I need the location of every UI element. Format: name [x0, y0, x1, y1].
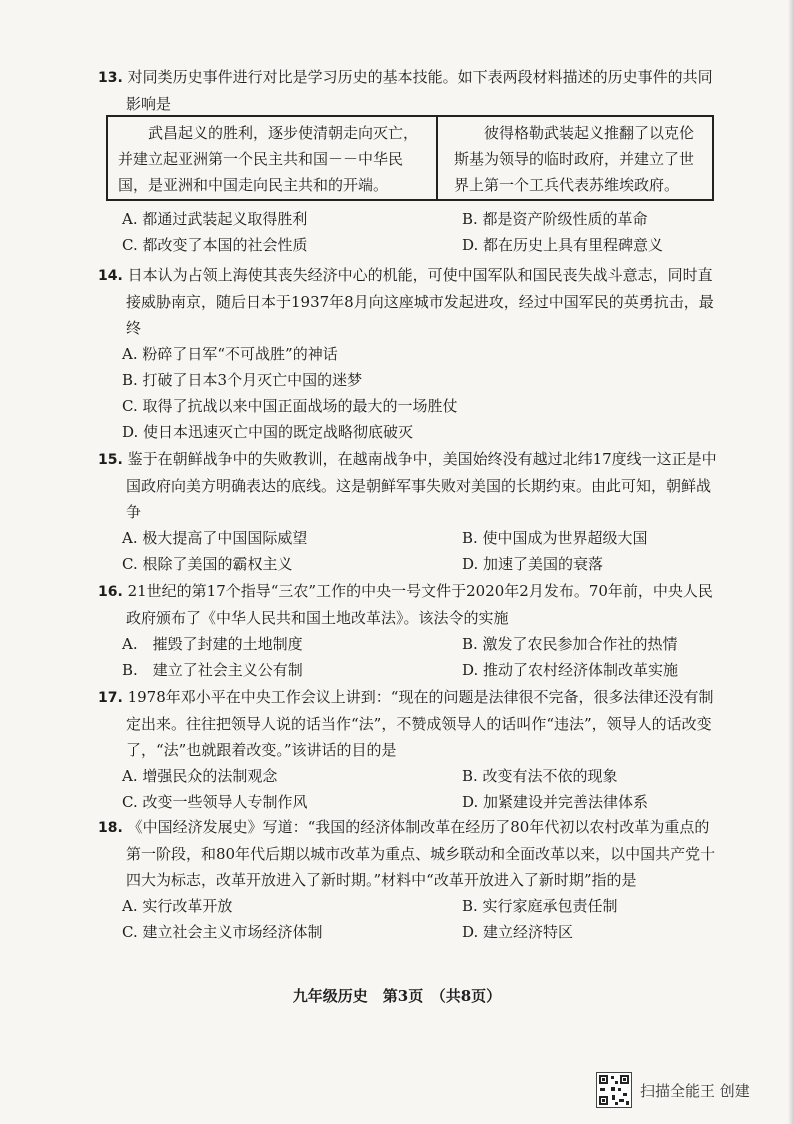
option: A. 实行改革开放 [122, 897, 233, 915]
question-17 [98, 684, 718, 815]
option: A. 摧毁了封建的土地制度 [122, 635, 303, 653]
question-13-options [98, 206, 718, 258]
question-18 [98, 814, 718, 945]
question-number: 15. [98, 452, 123, 468]
question-16 [98, 578, 718, 683]
material-table [106, 115, 714, 201]
question-number: 13. [98, 70, 123, 86]
option: A. 粉碎了日军“不可战胜”的神话 [122, 345, 338, 363]
question-14 [98, 262, 718, 445]
option: B. 实行家庭承包责任制 [462, 897, 618, 915]
material-left: 武昌起义的胜利，逐步使清朝走向灭亡，并建立起亚洲第一个民主共和国－－中华民国，是亚洲和中国走向民主共和的开端。 [108, 117, 438, 199]
question-stem: 《中国经济发展史》写道：“我国的经济体制改革在经历了80年代初以农村改革为重点的第一阶段，和80年代后期以城市改革为重点、城乡联动和全面改革以来，以中国共产党十四大为标志，改革开放进入了新时期。”材料中“改革开放进入了新时期”指的是 [126, 818, 716, 889]
option: B. 都是资产阶级性质的革命 [462, 210, 648, 228]
question-13 [98, 64, 718, 117]
option: C. 取得了抗战以来中国正面战场的最大的一场胜仗 [122, 397, 458, 415]
option: C. 根除了美国的霸权主义 [122, 555, 293, 573]
question-stem: 21世纪的第17个指导“三农”工作的中央一号文件于2020年2月发布。70年前，中央人民政府颁布了《中华人民共和国土地改革法》。该法令的实施 [126, 582, 713, 627]
option: A. 都通过武装起义取得胜利 [122, 210, 308, 228]
question-number: 18. [98, 820, 123, 836]
option: B. 改变有法不依的现象 [462, 767, 618, 785]
option: C. 都改变了本国的社会性质 [122, 236, 308, 254]
option: D. 使日本迅速灭亡中国的既定战略彻底破灭 [122, 423, 414, 441]
option: B. 建立了社会主义公有制 [122, 661, 303, 679]
question-number: 17. [98, 690, 123, 706]
option: D. 加速了美国的衰落 [462, 555, 604, 573]
question-stem: 对同类历史事件进行对比是学习历史的基本技能。如下表两段材料描述的历史事件的共同影响是 [126, 68, 713, 113]
option: C. 改变一些领导人专制作风 [122, 793, 308, 811]
material-right: 彼得格勒武装起义推翻了以克伦斯基为领导的临时政府，并建立了世界上第一个工兵代表苏维埃政府。 [454, 124, 695, 194]
option: D. 加紧建设并完善法律体系 [462, 793, 649, 811]
option: D. 都在历史上具有里程碑意义 [462, 236, 664, 254]
qr-code-icon [596, 1072, 632, 1108]
scanner-watermark [596, 1072, 750, 1108]
page-footer: 九年级历史 第3页 （共8页） [292, 987, 502, 1005]
question-stem: 日本认为占领上海使其丧失经济中心的机能，可使中国军队和国民丧失战斗意志，同时直接威胁南京，随后日本于1937年8月向这座城市发起进攻，经过中国军民的英勇抗击，最终 [126, 266, 714, 337]
option: A. 增强民众的法制观念 [122, 767, 278, 785]
question-15 [98, 446, 718, 577]
option: D. 建立经济特区 [462, 923, 574, 941]
option: C. 建立社会主义市场经济体制 [122, 923, 323, 941]
option: D. 推动了农村经济体制改革实施 [462, 661, 679, 679]
question-stem: 1978年邓小平在中央工作会议上讲到：“现在的问题是法律很不完备，很多法律还没有制定出来。往往把领导人说的话当作“法”，不赞成领导人的话叫作“违法”，领导人的话改变了，“法”也就跟着改变。”该讲话的目的是 [126, 688, 714, 759]
question-number: 14. [98, 268, 123, 284]
option: A. 极大提高了中国国际威望 [122, 529, 308, 547]
option: B. 激发了农民参加合作社的热情 [462, 635, 678, 653]
question-number: 16. [98, 584, 123, 600]
option: B. 使中国成为世界超级大国 [462, 529, 648, 547]
question-stem: 鉴于在朝鲜战争中的失败教训，在越南战争中，美国始终没有越过北纬17度线一这正是中国政府向美方明确表达的底线。这是朝鲜军事失败对美国的长期约束。由此可知，朝鲜战争 [126, 450, 717, 521]
option: B. 打破了日本3个月灭亡中国的迷梦 [122, 371, 363, 389]
page-edge-shadow [788, 0, 794, 1124]
scanner-label: 扫描全能王 创建 [640, 1081, 750, 1100]
